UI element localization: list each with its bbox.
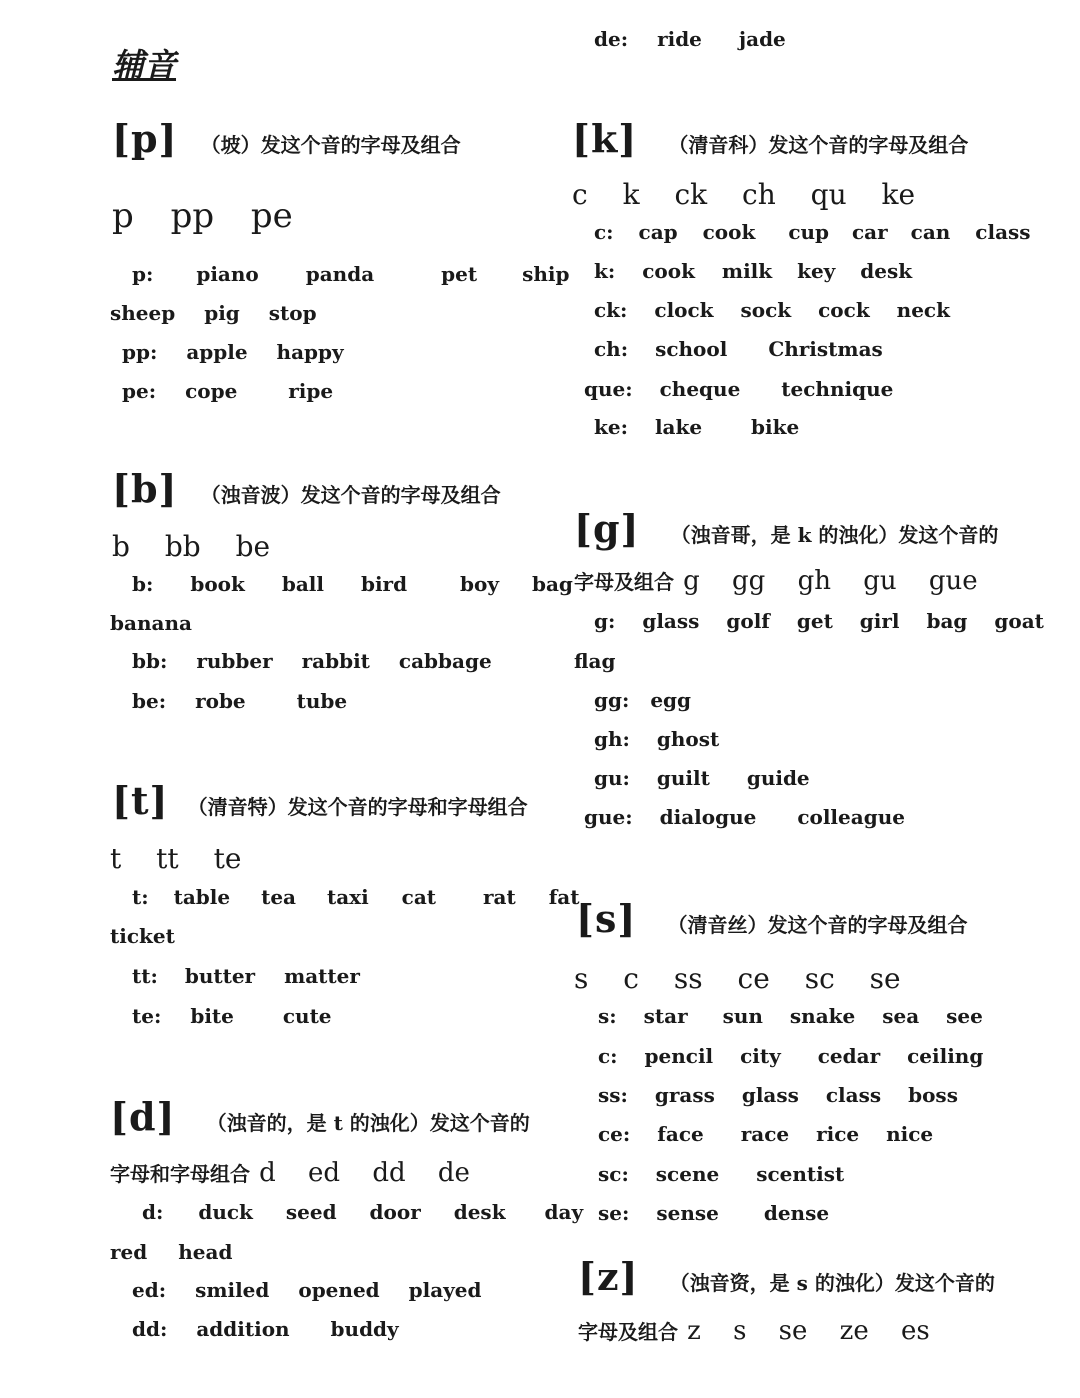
row-label: g: [594,609,616,633]
combo-item: qu [810,178,847,211]
example-word: key [797,259,836,283]
example-word: rabbit [301,649,370,673]
example-word: guilt [656,766,710,790]
example-word: glass [741,1083,799,1107]
phonetic-symbol-g: [g] [574,506,640,551]
example-row [110,611,192,635]
example-word: colleague [797,805,905,829]
example-word: grass [654,1083,715,1107]
example-word: boy [460,572,499,596]
combo-item: se [869,962,901,995]
section-d-header [110,1094,530,1139]
example-word: seed [285,1200,337,1224]
example-row [132,649,492,673]
row-label: se: [598,1201,630,1225]
combo-item: c [623,962,639,995]
row-label: tt: [132,964,158,988]
example-word: neck [896,298,950,322]
example-row [594,337,883,361]
example-row [132,1317,399,1341]
example-word: fat [548,885,580,909]
example-word: addition [196,1317,290,1341]
example-word: rubber [196,649,273,673]
example-word: bag [926,609,968,633]
combo-item: tt [156,842,179,875]
phonetic-symbol-t: [t] [112,778,169,823]
example-row [598,1122,933,1146]
phonetic-symbol-d: [d] [110,1094,176,1139]
example-word: ripe [288,379,334,403]
example-row [594,415,799,439]
example-row [594,609,1044,633]
example-word: rat [483,885,516,909]
combo-item: gh [797,566,831,596]
example-word: golf [726,609,770,633]
example-word: desk [860,259,913,283]
example-row [132,964,360,988]
section-t-combos [110,842,241,875]
example-word: ghost [656,727,720,751]
example-word: cedar [817,1044,881,1068]
section-b-combos [112,530,270,563]
example-word: tea [261,885,296,909]
section-k-header [572,116,968,161]
example-row [598,1083,958,1107]
section-d-combos [110,1158,470,1188]
example-word: get [796,609,833,633]
example-word: desk [453,1200,506,1224]
example-word: cat [401,885,437,909]
example-word: can [910,220,951,244]
example-word: face [657,1122,704,1146]
example-row [594,298,950,322]
example-word: pet [441,262,478,286]
combo-item: bb [164,530,201,563]
example-word: race [740,1122,790,1146]
example-row [132,689,347,713]
example-word: opened [298,1278,380,1302]
combo-item: g [683,566,700,596]
row-label: be: [132,689,167,713]
example-word: flag [574,649,616,673]
example-word: rice [816,1122,860,1146]
section-d-desc-cont: 字母和字母组合 [110,1162,250,1186]
example-row [584,377,893,401]
combo-item: p [112,196,134,236]
combo-item: t [110,842,122,875]
example-word: book [190,572,245,596]
row-label: ce: [598,1122,631,1146]
phonetic-symbol-p: [p] [112,116,178,161]
example-word: buddy [330,1317,399,1341]
section-p-desc: （坡）发这个音的字母及组合 [200,133,461,157]
row-label: que: [584,377,633,401]
example-word: cook [642,259,695,283]
example-word: cap [638,220,678,244]
example-word: ride [657,27,702,51]
row-label: sc: [598,1162,629,1186]
example-word: played [408,1278,482,1302]
example-row [594,766,810,790]
combo-item: ke [881,178,916,211]
section-g-combos [574,566,978,596]
example-word: bike [751,415,800,439]
example-row [598,1044,983,1068]
example-word: table [173,885,231,909]
section-d-desc: （浊音的，是 t 的浊化）发这个音的 [206,1111,530,1135]
section-k-combos [572,178,915,211]
row-label: t: [132,885,149,909]
example-word: red [110,1240,148,1264]
combo-item: se [778,1316,808,1346]
example-row [594,220,1031,244]
example-word: technique [781,377,894,401]
combo-item: ce [737,962,770,995]
example-word: goat [994,609,1044,633]
combo-item: pe [250,196,293,236]
example-word: scentist [756,1162,845,1186]
example-word: pig [204,301,240,325]
example-word: sea [882,1004,920,1028]
example-word: class [825,1083,882,1107]
section-s-combos [574,962,901,995]
example-word: panda [305,262,375,286]
example-word: head [178,1240,233,1264]
section-g-desc: （浊音哥，是 k 的浊化）发这个音的 [670,523,999,547]
example-row [110,1240,232,1264]
section-z-desc-cont: 字母及组合 [578,1320,678,1344]
example-word: city [740,1044,781,1068]
example-word: bag [531,572,573,596]
combo-item: be [235,530,271,563]
example-row [598,1004,983,1028]
row-label: pp: [122,340,158,364]
example-row [132,572,573,596]
combo-item: es [901,1316,930,1346]
example-row [110,924,175,948]
example-word: lake [654,415,703,439]
combo-item: sc [804,962,835,995]
example-word: nice [886,1122,934,1146]
example-word: guide [746,766,810,790]
example-word: butter [184,964,256,988]
example-word: snake [789,1004,856,1028]
section-g-desc-cont: 字母及组合 [574,570,674,594]
example-row [598,1201,829,1225]
example-word: dialogue [659,805,757,829]
example-word: apple [186,340,248,364]
row-label: ss: [598,1083,628,1107]
combo-item: gue [928,566,978,596]
example-row [594,727,719,751]
example-word: car [851,220,888,244]
example-word: class [975,220,1031,244]
row-label: c: [598,1044,618,1068]
example-word: robe [195,689,246,713]
row-label: gh: [594,727,630,751]
example-row [122,340,344,364]
example-word: boss [908,1083,958,1107]
combo-item: ed [308,1158,341,1188]
example-word: scene [655,1162,720,1186]
example-word: cheque [659,377,741,401]
example-row [574,649,615,673]
combo-item: de [437,1158,470,1188]
example-row [122,379,333,403]
example-word: Christmas [768,337,883,361]
phonetic-symbol-s: [s] [576,896,637,941]
example-word: dense [763,1201,830,1225]
row-label: gu: [594,766,630,790]
row-label: gue: [584,805,633,829]
row-label: pe: [122,379,157,403]
combo-item: ch [742,178,776,211]
example-word: school [655,337,728,361]
row-label: de: [594,27,629,51]
combo-item: ck [674,178,708,211]
example-word: door [369,1200,421,1224]
example-row [132,1004,332,1028]
row-label: k: [594,259,616,283]
page-title: 辅音 [112,46,177,84]
combo-item: b [112,530,130,563]
example-word: ticket [110,924,175,948]
example-word: ceiling [907,1044,984,1068]
example-row [132,1278,482,1302]
row-label: p: [132,262,154,286]
example-row [142,1200,583,1224]
example-word: taxi [326,885,369,909]
example-word: stop [268,301,317,325]
section-g-header [574,506,998,551]
section-s-header [576,896,967,941]
section-s-desc: （清音丝）发这个音的字母及组合 [667,913,968,937]
example-row [594,259,912,283]
example-word: sheep [110,301,176,325]
example-word: duck [198,1200,253,1224]
example-word: egg [650,688,692,712]
example-row [594,27,786,51]
section-b-header [112,466,501,511]
row-label: ed: [132,1278,167,1302]
example-word: tube [296,689,348,713]
example-word: cabbage [398,649,492,673]
row-label: c: [594,220,614,244]
example-word: jade [738,27,786,51]
combo-item: z [687,1316,701,1346]
row-label: s: [598,1004,617,1028]
example-word: ball [281,572,324,596]
example-word: cock [818,298,870,322]
row-label: gg: [594,688,630,712]
row-label: bb: [132,649,168,673]
example-word: bird [360,572,408,596]
row-label: dd: [132,1317,168,1341]
example-word: sock [740,298,792,322]
row-label: ke: [594,415,628,439]
combo-item: s [574,962,589,995]
combo-item: gu [863,566,897,596]
example-word: cope [185,379,238,403]
row-label: b: [132,572,154,596]
example-word: pencil [644,1044,714,1068]
combo-item: d [259,1158,276,1188]
phonetic-symbol-k: [k] [572,116,638,161]
row-label: ch: [594,337,629,361]
combo-item: te [213,842,242,875]
section-t-desc: （清音特）发这个音的字母和字母组合 [187,795,528,819]
example-word: bite [190,1004,234,1028]
example-row [584,805,905,829]
combo-item: dd [372,1158,406,1188]
combo-item: s [733,1316,747,1346]
section-z-header [578,1254,995,1299]
example-row [110,301,317,325]
example-word: girl [859,609,900,633]
section-k-desc: （清音科）发这个音的字母及组合 [668,133,969,157]
example-row [594,688,691,712]
example-row [132,885,580,909]
row-label: te: [132,1004,162,1028]
phonetic-symbol-b: [b] [112,466,178,511]
combo-item: ss [673,962,703,995]
section-z-combos [578,1316,930,1346]
section-z-desc: （浊音资，是 s 的浊化）发这个音的 [669,1271,995,1295]
example-word: milk [721,259,773,283]
combo-item: gg [732,566,766,596]
row-label: d: [142,1200,164,1224]
phonetic-symbol-z: [z] [578,1254,639,1299]
example-word: ship [522,262,570,286]
example-word: star [643,1004,688,1028]
example-word: matter [284,964,360,988]
row-label: ck: [594,298,628,322]
section-p-combos [112,196,293,236]
example-word: glass [642,609,700,633]
example-word: happy [276,340,344,364]
section-p-header [112,116,461,161]
example-word: cup [788,220,830,244]
example-word: smiled [195,1278,270,1302]
example-word: sense [656,1201,719,1225]
example-row [132,262,569,286]
example-row [598,1162,844,1186]
example-word: clock [654,298,714,322]
example-word: cute [282,1004,332,1028]
section-t-header [112,778,528,823]
example-word: cook [702,220,756,244]
combo-item: ze [839,1316,869,1346]
example-word: see [946,1004,983,1028]
example-word: piano [196,262,259,286]
example-word: banana [110,611,192,635]
combo-item: c [572,178,588,211]
section-b-desc: （浊音波）发这个音的字母及组合 [200,483,501,507]
example-word: sun [722,1004,763,1028]
example-word: day [544,1200,584,1224]
combo-item: pp [170,196,215,236]
combo-item: k [622,178,640,211]
